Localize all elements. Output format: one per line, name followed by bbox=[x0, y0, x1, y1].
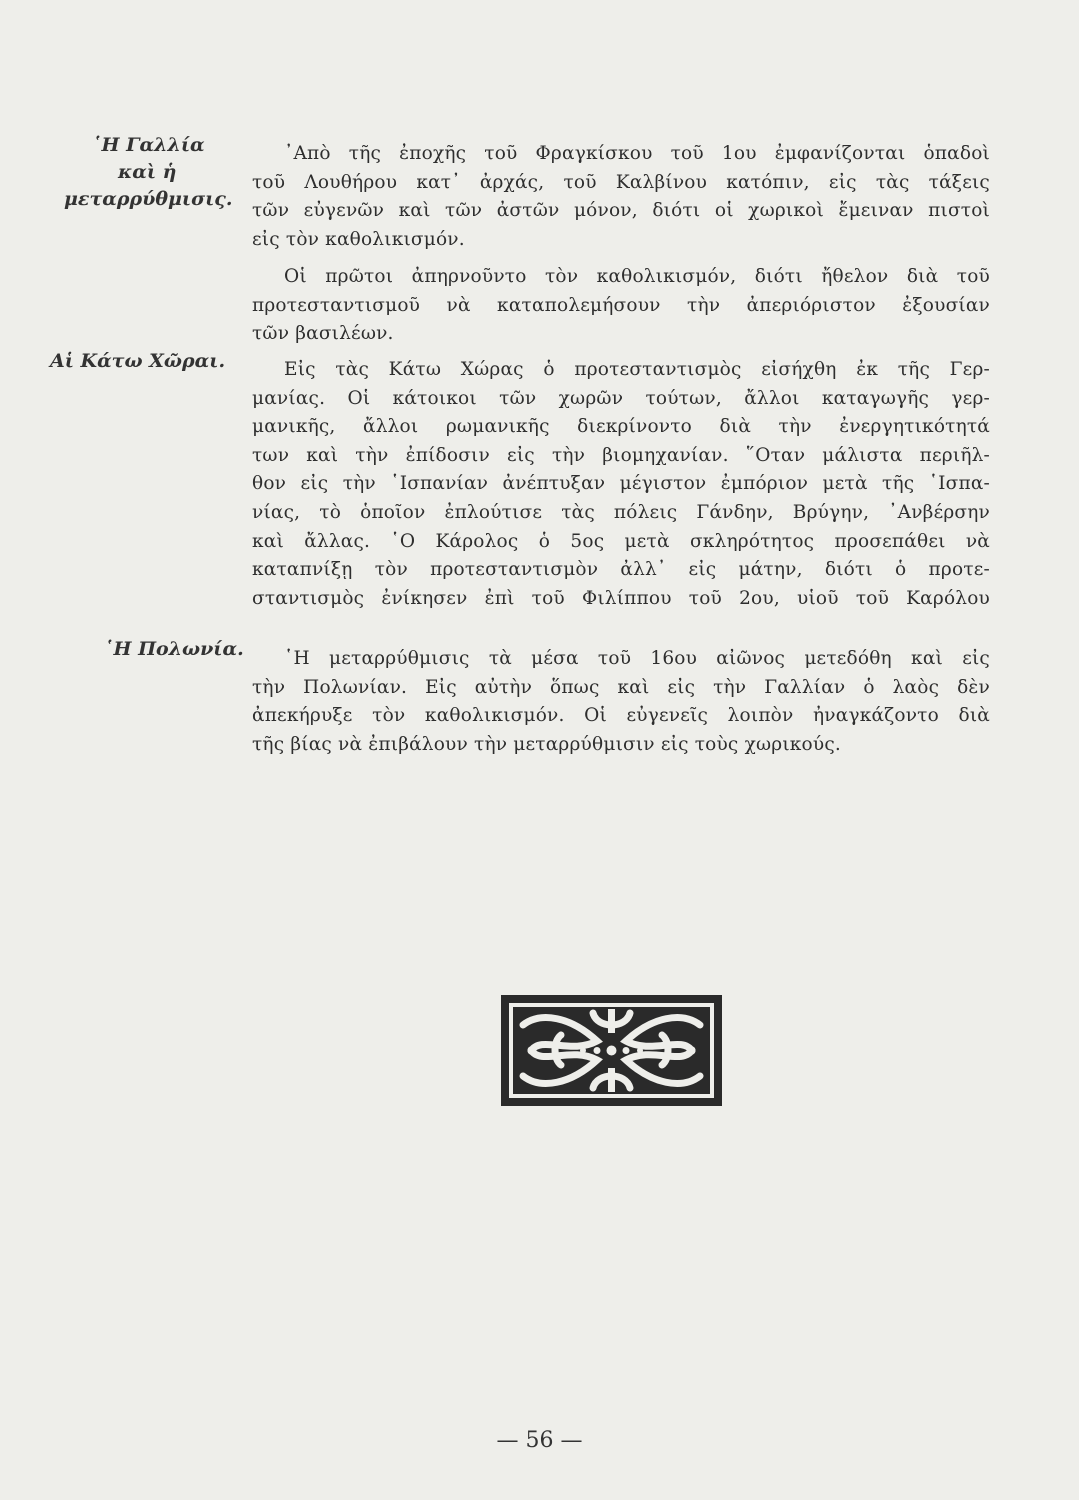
text-line: μανικῆς, ἄλλοι ρωμανικῆς διεκρίνοντο διὰ τὴν ἐνεργητικότητά bbox=[252, 416, 990, 438]
text-line: καὶ ἄλλας. ῾Ο Κάρολος ὁ 5ος μετὰ σκληρότητος προσεπάθει νὰ bbox=[252, 530, 990, 552]
margin-note-line: ῾Η Πολωνία. bbox=[104, 638, 244, 660]
text-line: νίας, τὸ ὁποῖον ἐπλούτισε τὰς πόλεις Γάνδην, Βρύγην, ᾿Ανβέρσην bbox=[252, 501, 990, 523]
text-line: θον εἰς τὴν ῾Ισπανίαν ἀνέπτυξαν μέγιστον ἐμπόριον μετὰ τῆς ῾Ισπα- bbox=[252, 473, 990, 495]
text-line: Οἱ πρῶτοι ἀπηρνοῦντο τὸν καθολικισμόν, διότι ἤθελον διὰ τοῦ bbox=[284, 266, 990, 287]
text-line: σταντισμὸς ἐνίκησεν ἐπὶ τοῦ Φιλίππου τοῦ 2ου, υἱοῦ τοῦ Καρόλου bbox=[252, 587, 990, 609]
margin-note-line: Αἱ Κάτω Χῶραι. bbox=[50, 350, 226, 372]
paragraph-4 bbox=[252, 645, 990, 759]
text-line: των καὶ τὴν ἐπίδοσιν εἰς τὴν βιομηχανίαν. ῞Οταν μάλιστα περιῆλ- bbox=[252, 444, 990, 466]
text-line: τὴν Πολωνίαν. Εἰς αὐτὴν ὅπως καὶ εἰς τὴν Γαλλίαν ὁ λαὸς δὲν bbox=[252, 676, 990, 698]
text-line: εἰς τὸν καθολικισμόν. bbox=[252, 228, 465, 250]
text-line: ᾿Απὸ τῆς ἐποχῆς τοῦ Φραγκίσκου τοῦ 1ου ἐμφανίζονται ὁπαδοὶ bbox=[284, 143, 990, 164]
margin-note-line: καὶ ἡ bbox=[118, 161, 177, 183]
page-number: — 56 — bbox=[496, 1428, 583, 1453]
text-line: τῶν βασιλέων. bbox=[252, 323, 394, 345]
decorative-ornament bbox=[501, 995, 722, 1106]
text-line: τῶν εὐγενῶν καὶ τῶν ἀστῶν μόνον, διότι οἱ χωρικοὶ ἔμειναν πιστοὶ bbox=[252, 200, 990, 222]
text-line: ῾Η μεταρρύθμισις τὰ μέσα τοῦ 16ου αἰῶνος μετεδόθη καὶ εἰς bbox=[284, 648, 990, 669]
margin-note-line: μεταρρύθμισις. bbox=[64, 188, 233, 210]
text-line: τῆς βίας νὰ ἐπιβάλουν τὴν μεταρρύθμισιν εἰς τοὺς χωρικούς. bbox=[252, 733, 841, 755]
text-line: Εἰς τὰς Κάτω Χώρας ὁ προτεσταντισμὸς εἰσήχθη ἐκ τῆς Γερ- bbox=[284, 359, 990, 380]
text-line: προτεσταντισμοῦ νὰ καταπολεμήσουν τὴν ἀπεριόριστον ἐξουσίαν bbox=[252, 294, 990, 316]
margin-note-low-countries bbox=[50, 348, 250, 375]
margin-note-line: ῾Η Γαλλία bbox=[92, 134, 205, 156]
paragraph-3 bbox=[252, 356, 990, 613]
text-line: τοῦ Λουθήρου κατ᾿ ἀρχάς, τοῦ Καλβίνου κατόπιν, εἰς τὰς τάξεις bbox=[252, 171, 990, 193]
paragraph-1 bbox=[252, 140, 990, 254]
text-line: καταπνίξῃ τὸν προτεσταντισμὸν ἀλλ᾿ εἰς μάτην, διότι ὁ προτε- bbox=[252, 559, 990, 581]
paragraph-2 bbox=[252, 263, 990, 349]
text-line: ἀπεκήρυξε τὸν καθολικισμόν. Οἱ εὐγενεῖς λοιπὸν ἠναγκάζοντο διὰ bbox=[252, 705, 990, 727]
text-line: μανίας. Οἱ κάτοικοι τῶν χωρῶν τούτων, ἄλλοι καταγωγῆς γερ- bbox=[252, 387, 990, 409]
